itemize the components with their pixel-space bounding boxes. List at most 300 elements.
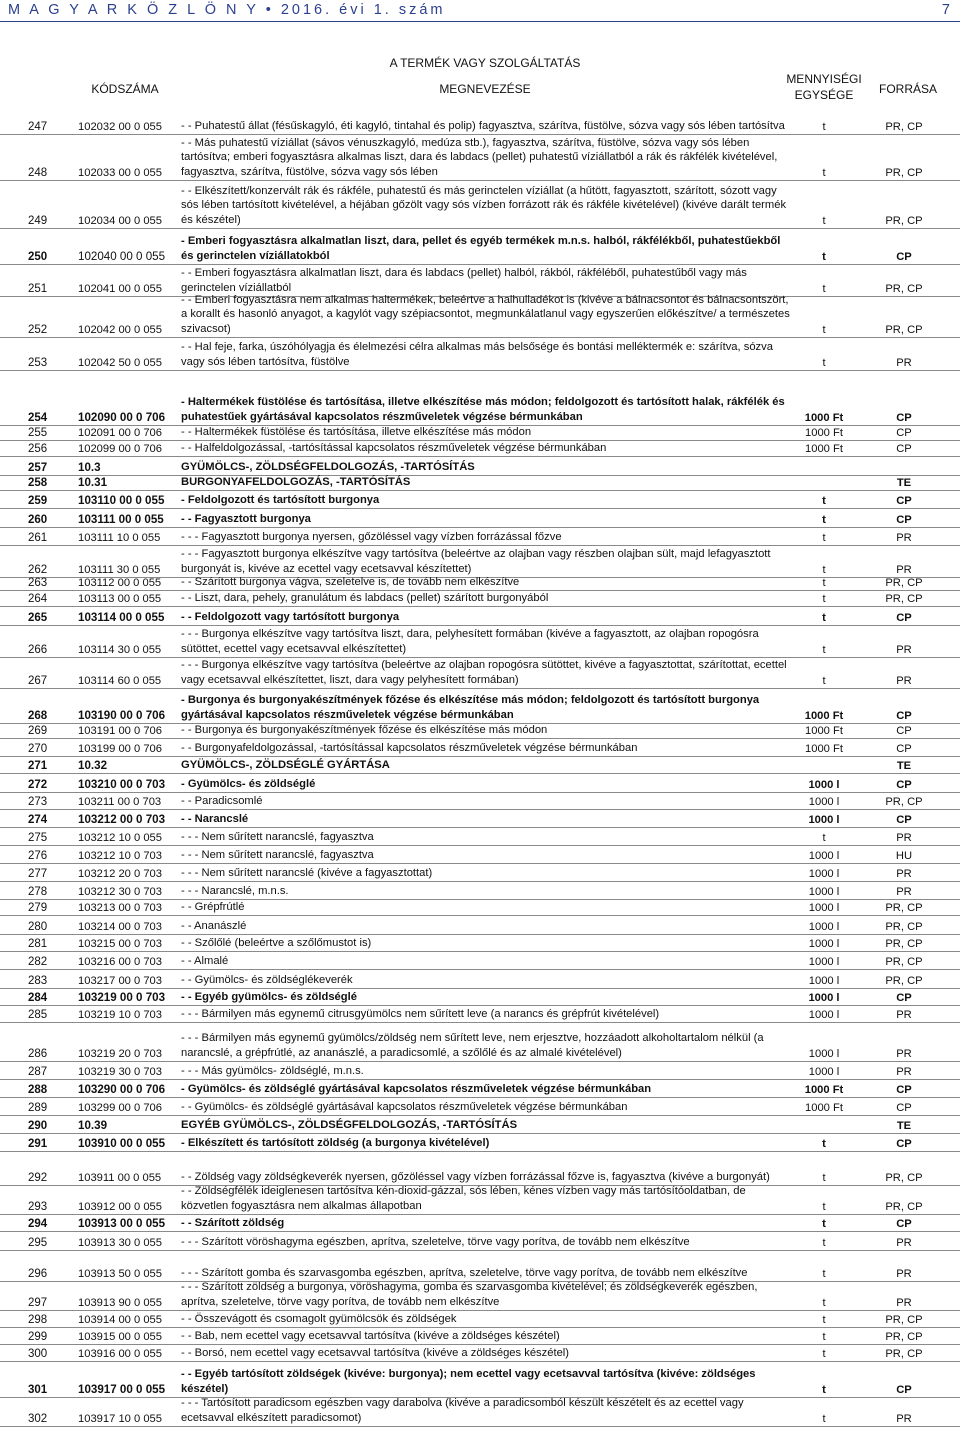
- row-number: 248: [28, 167, 48, 179]
- row-number: 247: [28, 121, 48, 133]
- row-code: 102099 00 0 706: [78, 443, 162, 455]
- row-code: 103914 00 0 055: [78, 1314, 162, 1326]
- row-description: - - Egyéb tartósított zöldségek (kivéve: burgonya); nem ecettel vagy ecetsavval tartósítva (kivéve: zöldséges készétel): [181, 1368, 756, 1395]
- page-number: 7: [941, 2, 950, 18]
- row-description: BURGONYAFELDOLGOZÁS, -TARTÓSÍTÁS: [181, 475, 411, 488]
- table-row: [0, 293, 960, 338]
- row-description: - - Bab, nem ecettel vagy ecetsavval tartósítva (kivéve a zöldséges készétel): [181, 1329, 560, 1342]
- row-source: CP: [896, 992, 912, 1004]
- row-number: 285: [28, 1009, 48, 1021]
- row-unit: 1000 Ft: [805, 1102, 843, 1114]
- row-number: 261: [28, 532, 48, 544]
- row-number: 274: [28, 814, 48, 826]
- row-number: 270: [28, 743, 48, 755]
- row-number: 273: [28, 796, 48, 808]
- row-code: 103215 00 0 703: [78, 938, 162, 950]
- row-source: PR: [896, 1413, 912, 1425]
- row-code: 103190 00 0 706: [78, 709, 166, 722]
- row-description: - Feldolgozott és tartósított burgonya: [181, 493, 380, 506]
- row-unit: t: [822, 167, 826, 179]
- table-row: [0, 1232, 960, 1251]
- row-source: PR: [896, 1009, 912, 1021]
- row-description: - - - Burgonya elkészítve vagy tartósítva liszt, dara, pelyhesített formában (kivéve a fagyasztott, az olajban ropogósra sütöttet, ecettel vagy ecetsavval elkészítettet): [181, 628, 759, 655]
- row-number: 278: [28, 886, 48, 898]
- row-description: - - Gyümölcs- és zöldséglékeverék: [181, 973, 353, 986]
- row-unit: t: [822, 832, 826, 844]
- row-code: 102034 00 0 055: [78, 215, 162, 227]
- table-row: [0, 774, 960, 793]
- table-row: [0, 509, 960, 528]
- row-unit: t: [822, 357, 826, 369]
- row-code: 102033 00 0 055: [78, 167, 162, 179]
- row-number: 289: [28, 1102, 48, 1114]
- table-row: [0, 1215, 960, 1232]
- row-number: 301: [28, 1384, 48, 1396]
- row-unit: 1000 Ft: [804, 1084, 844, 1096]
- table-row: [0, 457, 960, 476]
- table-row: [0, 135, 960, 181]
- row-description: - - Gyümölcs- és zöldséglé gyártásával kapcsolatos részműveletek végzése bérmunkában: [181, 1100, 628, 1113]
- row-number: 282: [28, 956, 48, 968]
- row-description: - Burgonya és burgonyakészítmények főzése és elkészítése más módon; feldolgozott és tartósított burgonya gyártásával kapcsolatos részműveletek végzése bérmunkában: [181, 694, 760, 721]
- table-row: [0, 491, 960, 509]
- row-number: 255: [28, 427, 48, 439]
- row-code: 103212 20 0 703: [78, 868, 162, 880]
- row-description: - - Zöldségfélék ideiglenesen tartósítva kén-dioxid-gázzal, sós lében, kénes vízben vagy más tartósítóoldatban, de közvetlen fogyasztásra nem alkalmas állapotban: [181, 1185, 746, 1212]
- row-unit: 1000 l: [808, 921, 840, 933]
- row-number: 266: [28, 644, 48, 656]
- row-number: 252: [28, 324, 48, 336]
- row-unit: t: [822, 1138, 826, 1150]
- row-source: CP: [896, 814, 912, 826]
- row-description: GYÜMÖLCS-, ZÖLDSÉGLÉ GYÁRTÁSA: [181, 758, 390, 771]
- row-description: - - - Burgonya elkészítve vagy tartósítva (beleértve az olajban ropogósra sütöttet, kivéve a fagyasztottat, szárítottat, ecettel vagy ecetsavval elkészítettet, liszt, dara vagy pelyhesített formában): [181, 659, 787, 686]
- header-group-title: A TERMÉK VAGY SZOLGÁLTATÁS: [389, 56, 581, 70]
- table-row: [0, 989, 960, 1006]
- row-source: CP: [896, 251, 912, 263]
- table-row: [0, 607, 960, 626]
- row-description: - - - Nem sűrített narancslé, fagyasztva: [181, 848, 374, 861]
- row-code: 103916 00 0 055: [78, 1348, 162, 1360]
- row-source: CP: [896, 1084, 912, 1096]
- row-unit: 1000 l: [808, 956, 840, 968]
- row-description: - Elkészített és tartósított zöldség (a burgonya kivételével): [181, 1136, 490, 1149]
- row-number: 287: [28, 1066, 48, 1078]
- row-code: 102042 50 0 055: [78, 357, 162, 369]
- row-number: 267: [28, 675, 48, 687]
- row-source: PR, CP: [885, 121, 923, 133]
- row-source: PR: [896, 1048, 912, 1060]
- row-code: 103912 00 0 055: [78, 1201, 162, 1213]
- row-source: PR, CP: [885, 283, 923, 295]
- table-row: [0, 864, 960, 882]
- row-source: PR, CP: [885, 1314, 923, 1326]
- row-code: 103199 00 0 706: [78, 743, 162, 755]
- row-source: CP: [896, 443, 912, 455]
- row-description: - - Hal feje, farka, úszóhólyagja és élelmezési célra alkalmas más belsősége és bontási melléktermék e: szárítva, sózva vagy sós lében tartósítva, füstölve: [181, 341, 773, 368]
- header-unit-line2: EGYSÉGE: [794, 88, 854, 102]
- table-row: [0, 1345, 960, 1362]
- row-code: 103299 00 0 706: [78, 1102, 162, 1114]
- table-row: [0, 1080, 960, 1098]
- row-number: 271: [28, 760, 48, 772]
- row-number: 258: [28, 477, 48, 489]
- row-source: PR, CP: [885, 1172, 923, 1184]
- row-description: - Gyümölcs- és zöldséglé gyártásával kapcsolatos részműveletek végzése bérmunkában: [181, 1082, 652, 1095]
- row-unit: t: [822, 577, 826, 589]
- row-source: PR, CP: [885, 1348, 923, 1360]
- row-source: PR, CP: [885, 324, 923, 336]
- row-source: CP: [896, 514, 912, 526]
- row-description: - - - Szárított vöröshagyma egészben, aprítva, szeletelve, törve vagy porítva, de tovább nem elkészítve: [181, 1235, 690, 1248]
- row-code: 103913 00 0 055: [78, 1217, 166, 1230]
- row-description: - - - Szárított zöldség a burgonya, vöröshagyma, gomba és szarvasgomba kivételével; és zöldségkeverék egészben, aprítva, szeletelve, törve vagy porítva, de tovább nem elkészítve: [181, 1281, 758, 1308]
- row-number: 288: [28, 1084, 48, 1096]
- table-row: [0, 658, 960, 689]
- row-number: 264: [28, 593, 48, 605]
- table-row: [0, 846, 960, 864]
- table-row: [0, 1251, 960, 1282]
- row-unit: t: [822, 1413, 826, 1425]
- row-number: 284: [28, 992, 48, 1004]
- row-description: - - Emberi fogyasztásra alkalmatlan liszt, dara és labdacs (pellet) halból, rákból, rákféléből, puhatestűből vagy más gerinctelen víziállatból: [181, 267, 747, 294]
- row-number: 294: [28, 1218, 48, 1230]
- row-code: 103216 00 0 703: [78, 956, 162, 968]
- table-row: [0, 1116, 960, 1134]
- row-description: - - - Narancslé, m.n.s.: [181, 884, 289, 897]
- row-number: 286: [28, 1048, 48, 1060]
- row-unit: t: [822, 1237, 826, 1249]
- row-code: 103114 60 0 055: [78, 675, 162, 687]
- table-row: [0, 441, 960, 457]
- row-source: PR: [896, 644, 912, 656]
- table-row: [0, 970, 960, 989]
- table-row: [0, 810, 960, 828]
- row-number: 263: [28, 577, 48, 589]
- table-row: [0, 793, 960, 810]
- row-source: PR: [896, 1237, 912, 1249]
- row-unit: t: [822, 1297, 826, 1309]
- row-source: CP: [896, 495, 912, 507]
- row-code: 103290 00 0 706: [78, 1083, 166, 1096]
- row-number: 250: [28, 251, 48, 263]
- header-name: MEGNEVEZÉSE: [439, 82, 531, 96]
- row-source: CP: [896, 779, 912, 791]
- row-source: PR: [896, 868, 912, 880]
- row-description: - - Zöldség vagy zöldségkeverék nyersen, gőzöléssel vagy vízben forrázással főzve is, fagyasztva (kivéve a burgonyát): [181, 1170, 770, 1183]
- row-code: 103213 00 0 703: [78, 902, 162, 914]
- row-number: 298: [28, 1314, 48, 1326]
- row-code: 103212 00 0 703: [78, 813, 166, 826]
- table-row: [0, 591, 960, 607]
- table-row: [0, 1328, 960, 1345]
- table-row: [0, 1098, 960, 1116]
- row-source: PR, CP: [885, 167, 923, 179]
- row-source: PR, CP: [885, 1201, 923, 1213]
- table-row: [0, 1186, 960, 1215]
- row-source: PR: [896, 675, 912, 687]
- row-code: 103911 00 0 055: [78, 1172, 162, 1184]
- row-code: 103111 10 0 055: [78, 532, 161, 544]
- row-unit: t: [822, 612, 826, 624]
- row-description: - - - Nem sűrített narancslé (kivéve a fagyasztottat): [181, 866, 433, 879]
- row-code: 103214 00 0 703: [78, 921, 162, 933]
- row-description: - - Paradicsomlé: [181, 794, 263, 807]
- row-source: PR: [896, 1297, 912, 1309]
- row-source: TE: [896, 477, 912, 489]
- row-number: 269: [28, 725, 48, 737]
- table-row: [0, 229, 960, 265]
- table-row: [0, 916, 960, 935]
- table-row: [0, 1134, 960, 1152]
- row-number: 265: [28, 612, 48, 624]
- row-number: 277: [28, 868, 48, 880]
- row-code: 102032 00 0 055: [78, 121, 162, 133]
- row-unit: 1000 l: [808, 992, 840, 1004]
- row-code: 103219 20 0 703: [78, 1048, 162, 1060]
- row-code: 103913 30 0 055: [78, 1237, 162, 1249]
- table-row: [0, 1023, 960, 1062]
- row-code: 103913 90 0 055: [78, 1297, 162, 1309]
- row-code: 103915 00 0 055: [78, 1331, 162, 1343]
- row-unit: 1000 l: [808, 796, 840, 808]
- row-unit: 1000 Ft: [805, 443, 843, 455]
- row-description: - - Más puhatestű víziállat (sávos vénuszkagyló, medúza stb.), fagyasztva, szárítva, füstölve, sózva vagy sós lében tartósítva; emberi fogyasztásra alkalmas liszt, dara és labdacs (pellet) puhatestű víziállatból a rák és rákfélék kivételével, fagyasztva, szárítva, füstölve, sózva vagy sós lében: [181, 136, 778, 178]
- row-source: PR: [896, 1066, 912, 1078]
- row-code: 103217 00 0 703: [78, 975, 162, 987]
- row-source: CP: [896, 412, 912, 424]
- row-number: 262: [28, 564, 48, 576]
- row-unit: t: [822, 495, 826, 507]
- row-number: 254: [28, 412, 48, 424]
- table-row: [0, 626, 960, 658]
- row-number: 249: [28, 215, 48, 227]
- table-row: [0, 900, 960, 916]
- table-row: [0, 1311, 960, 1328]
- row-number: 290: [28, 1120, 48, 1132]
- row-unit: t: [822, 1348, 826, 1360]
- row-code: 102042 00 0 055: [78, 324, 162, 336]
- row-unit: 1000 Ft: [805, 743, 843, 755]
- row-source: HU: [895, 850, 913, 862]
- row-source: PR, CP: [885, 975, 923, 987]
- row-code: 103210 00 0 703: [78, 778, 166, 791]
- table-row: [0, 371, 960, 426]
- header-source: FORRÁSA: [878, 82, 937, 96]
- row-code: 103211 00 0 703: [78, 796, 162, 808]
- row-unit: 1000 l: [808, 814, 840, 826]
- row-source: PR, CP: [885, 938, 923, 950]
- journal-title: M A G Y A R K Ö Z L Ö N Y • 2016. évi 1. szám: [8, 2, 446, 18]
- row-code: 103111 30 0 055: [78, 564, 161, 576]
- row-description: - - Összevágott és csomagolt gyümölcsök és zöldségek: [181, 1312, 457, 1325]
- row-unit: 1000 Ft: [805, 725, 843, 737]
- row-number: 268: [28, 710, 48, 722]
- row-number: 275: [28, 832, 48, 844]
- row-source: CP: [896, 427, 912, 439]
- row-unit: t: [822, 1218, 826, 1230]
- row-source: PR, CP: [885, 956, 923, 968]
- row-unit: t: [822, 644, 826, 656]
- row-code: 103113 00 0 055: [78, 593, 162, 605]
- row-number: 297: [28, 1297, 48, 1309]
- row-description: - - Feldolgozott vagy tartósított burgonya: [181, 610, 400, 623]
- row-description: - - Haltermékek füstölése és tartósítása, illetve elkészítése más módon: [181, 425, 532, 438]
- row-source: CP: [896, 1218, 912, 1230]
- row-unit: t: [822, 532, 826, 544]
- row-code: 103191 00 0 706: [78, 725, 162, 737]
- row-number: 280: [28, 921, 48, 933]
- row-description: - - - Bármilyen más egynemű citrusgyümölcs nem sűrített leve (a narancs és grépfrút kivételével): [181, 1007, 660, 1020]
- row-unit: 1000 l: [808, 1009, 840, 1021]
- row-description: - - Szárított burgonya vágva, szeletelve is, de tovább nem elkészítve: [181, 575, 520, 588]
- row-number: 291: [28, 1138, 48, 1150]
- row-unit: t: [822, 1331, 826, 1343]
- row-code: 103111 00 0 055: [78, 513, 164, 526]
- row-source: PR, CP: [885, 593, 923, 605]
- row-source: PR: [896, 1268, 912, 1280]
- row-description: - - - Szárított gomba és szarvasgomba egészben, aprítva, szeletelve, törve vagy porítva, de tovább nem elkészítve: [181, 1266, 748, 1279]
- row-unit: t: [822, 215, 826, 227]
- row-source: CP: [896, 725, 912, 737]
- row-code: 103910 00 0 055: [78, 1137, 166, 1150]
- row-source: PR, CP: [885, 215, 923, 227]
- row-code: 103212 10 0 703: [78, 850, 162, 862]
- row-unit: 1000 l: [808, 938, 840, 950]
- row-unit: t: [822, 593, 826, 605]
- row-code: 103219 30 0 703: [78, 1066, 162, 1078]
- row-unit: t: [822, 283, 826, 295]
- row-source: PR, CP: [885, 1331, 923, 1343]
- row-source: CP: [896, 612, 912, 624]
- row-unit: 1000 l: [808, 850, 840, 862]
- table-row: [0, 952, 960, 970]
- row-code: 102040 00 0 055: [78, 250, 166, 263]
- row-description: - - Borsó, nem ecettel vagy ecetsavval tartósítva (kivéve a zöldséges készétel): [181, 1346, 570, 1359]
- row-unit: 1000 l: [808, 868, 840, 880]
- row-code: 10.3: [78, 461, 101, 474]
- row-description: - - - Fagyasztott burgonya elkészítve vagy tartósítva (beleértve az olajban vagy részben olajban sült, majd lefagyasztott burgonyát is, kivéve az ecettel vagy ecetsavval készítettet): [181, 548, 771, 575]
- table-row: [0, 476, 960, 491]
- row-code: 103114 00 0 055: [78, 611, 165, 624]
- row-description: - - Ananászlé: [181, 919, 247, 932]
- row-description: - - - Bármilyen más egynemű gyümölcs/zöldség nem sűrített leve, nem erjesztve, hozzáadott alkoholtartalom nélkül (a narancslé, a grépfrútlé, az ananászlé, a paradicsomlé, a szőlőlé és az almalé kivételével): [181, 1032, 764, 1059]
- row-code: 103219 00 0 703: [78, 991, 166, 1004]
- row-unit: 1000 l: [808, 1066, 840, 1078]
- table-row: [0, 1398, 960, 1427]
- row-description: - - Almalé: [181, 954, 229, 967]
- row-number: 259: [28, 495, 48, 507]
- table-row: [0, 935, 960, 952]
- row-unit: 1000 Ft: [804, 412, 844, 424]
- row-number: 295: [28, 1237, 48, 1249]
- row-number: 293: [28, 1201, 48, 1213]
- table-row: [0, 108, 960, 135]
- row-source: PR: [896, 357, 912, 369]
- header-unit-line1: MENNYISÉGI: [786, 72, 862, 86]
- table-row: [0, 426, 960, 441]
- row-code: 103917 10 0 055: [78, 1413, 162, 1425]
- row-unit: t: [822, 1201, 826, 1213]
- row-unit: t: [822, 121, 826, 133]
- row-code: 103913 50 0 055: [78, 1268, 162, 1280]
- table-row: [0, 1282, 960, 1311]
- row-description: - Emberi fogyasztásra alkalmatlan liszt, dara, pellet és egyéb termékek m.n.s. halból, rákfélékből, puhatestűekből és gerinctelen víziállatokból: [181, 235, 781, 262]
- row-description: - Gyümölcs- és zöldséglé: [181, 777, 316, 790]
- row-number: 296: [28, 1268, 48, 1280]
- row-code: 10.39: [78, 1119, 108, 1132]
- row-description: - - - Fagyasztott burgonya nyersen, gőzöléssel vagy vízben forrázással főzve: [181, 530, 562, 543]
- table-row: [0, 828, 960, 846]
- row-number: 279: [28, 902, 48, 914]
- row-unit: 1000 l: [808, 975, 840, 987]
- row-code: 103212 10 0 055: [78, 832, 162, 844]
- row-source: PR: [896, 832, 912, 844]
- row-source: PR, CP: [885, 902, 923, 914]
- row-unit: t: [822, 1268, 826, 1280]
- row-number: 281: [28, 938, 48, 950]
- row-code: 10.31: [78, 476, 108, 489]
- row-description: EGYÉB GYÜMÖLCS-, ZÖLDSÉGFELDOLGOZÁS, -TARTÓSÍTÁS: [181, 1118, 518, 1131]
- row-unit: t: [822, 564, 826, 576]
- row-number: 272: [28, 779, 48, 791]
- row-number: 302: [28, 1413, 48, 1425]
- row-number: 276: [28, 850, 48, 862]
- row-code: 102090 00 0 706: [78, 411, 166, 424]
- row-code: 103917 00 0 055: [78, 1383, 166, 1396]
- row-source: PR: [896, 564, 912, 576]
- row-description: - - Grépfrútlé: [181, 900, 245, 913]
- table-row: [0, 338, 960, 371]
- row-unit: t: [822, 675, 826, 687]
- table-row: [0, 757, 960, 774]
- row-code: 103114 30 0 055: [78, 644, 162, 656]
- row-number: 300: [28, 1348, 48, 1360]
- row-unit: 1000 l: [808, 779, 840, 791]
- row-code: 10.32: [78, 759, 108, 772]
- row-number: 299: [28, 1331, 48, 1343]
- row-source: PR, CP: [885, 921, 923, 933]
- row-description: - - - Tartósított paradicsom egészben vagy darabolva (kivéve a paradicsomból készült készételt és az ecettel vagy ecetsavval elkészített paradicsomot): [181, 1397, 744, 1424]
- row-code: 103112 00 0 055: [78, 577, 162, 589]
- row-unit: 1000 l: [808, 902, 840, 914]
- row-code: 103110 00 0 055: [78, 494, 165, 507]
- row-source: PR: [896, 532, 912, 544]
- row-description: - - - Nem sűrített narancslé, fagyasztva: [181, 830, 374, 843]
- row-description: - - Burgonya és burgonyakészítmények főzése és elkészítése más módon: [181, 723, 548, 736]
- row-unit: 1000 Ft: [805, 427, 843, 439]
- table-row: [0, 546, 960, 578]
- table-row: [0, 724, 960, 739]
- row-number: 257: [28, 462, 48, 474]
- row-source: CP: [896, 710, 912, 722]
- row-source: CP: [896, 1138, 912, 1150]
- row-unit: t: [822, 1384, 826, 1396]
- row-number: 253: [28, 357, 48, 369]
- row-source: PR: [896, 886, 912, 898]
- table-row: [0, 528, 960, 546]
- table-row: [0, 882, 960, 900]
- row-number: 260: [28, 514, 48, 526]
- row-source: CP: [896, 743, 912, 755]
- row-unit: 1000 l: [808, 1048, 840, 1060]
- row-number: 292: [28, 1172, 48, 1184]
- row-code: 103219 10 0 703: [78, 1009, 162, 1021]
- row-unit: t: [822, 1172, 826, 1184]
- row-source: CP: [896, 1102, 912, 1114]
- row-unit: 1000 l: [808, 886, 840, 898]
- row-description: - - Egyéb gyümölcs- és zöldséglé: [181, 990, 357, 1003]
